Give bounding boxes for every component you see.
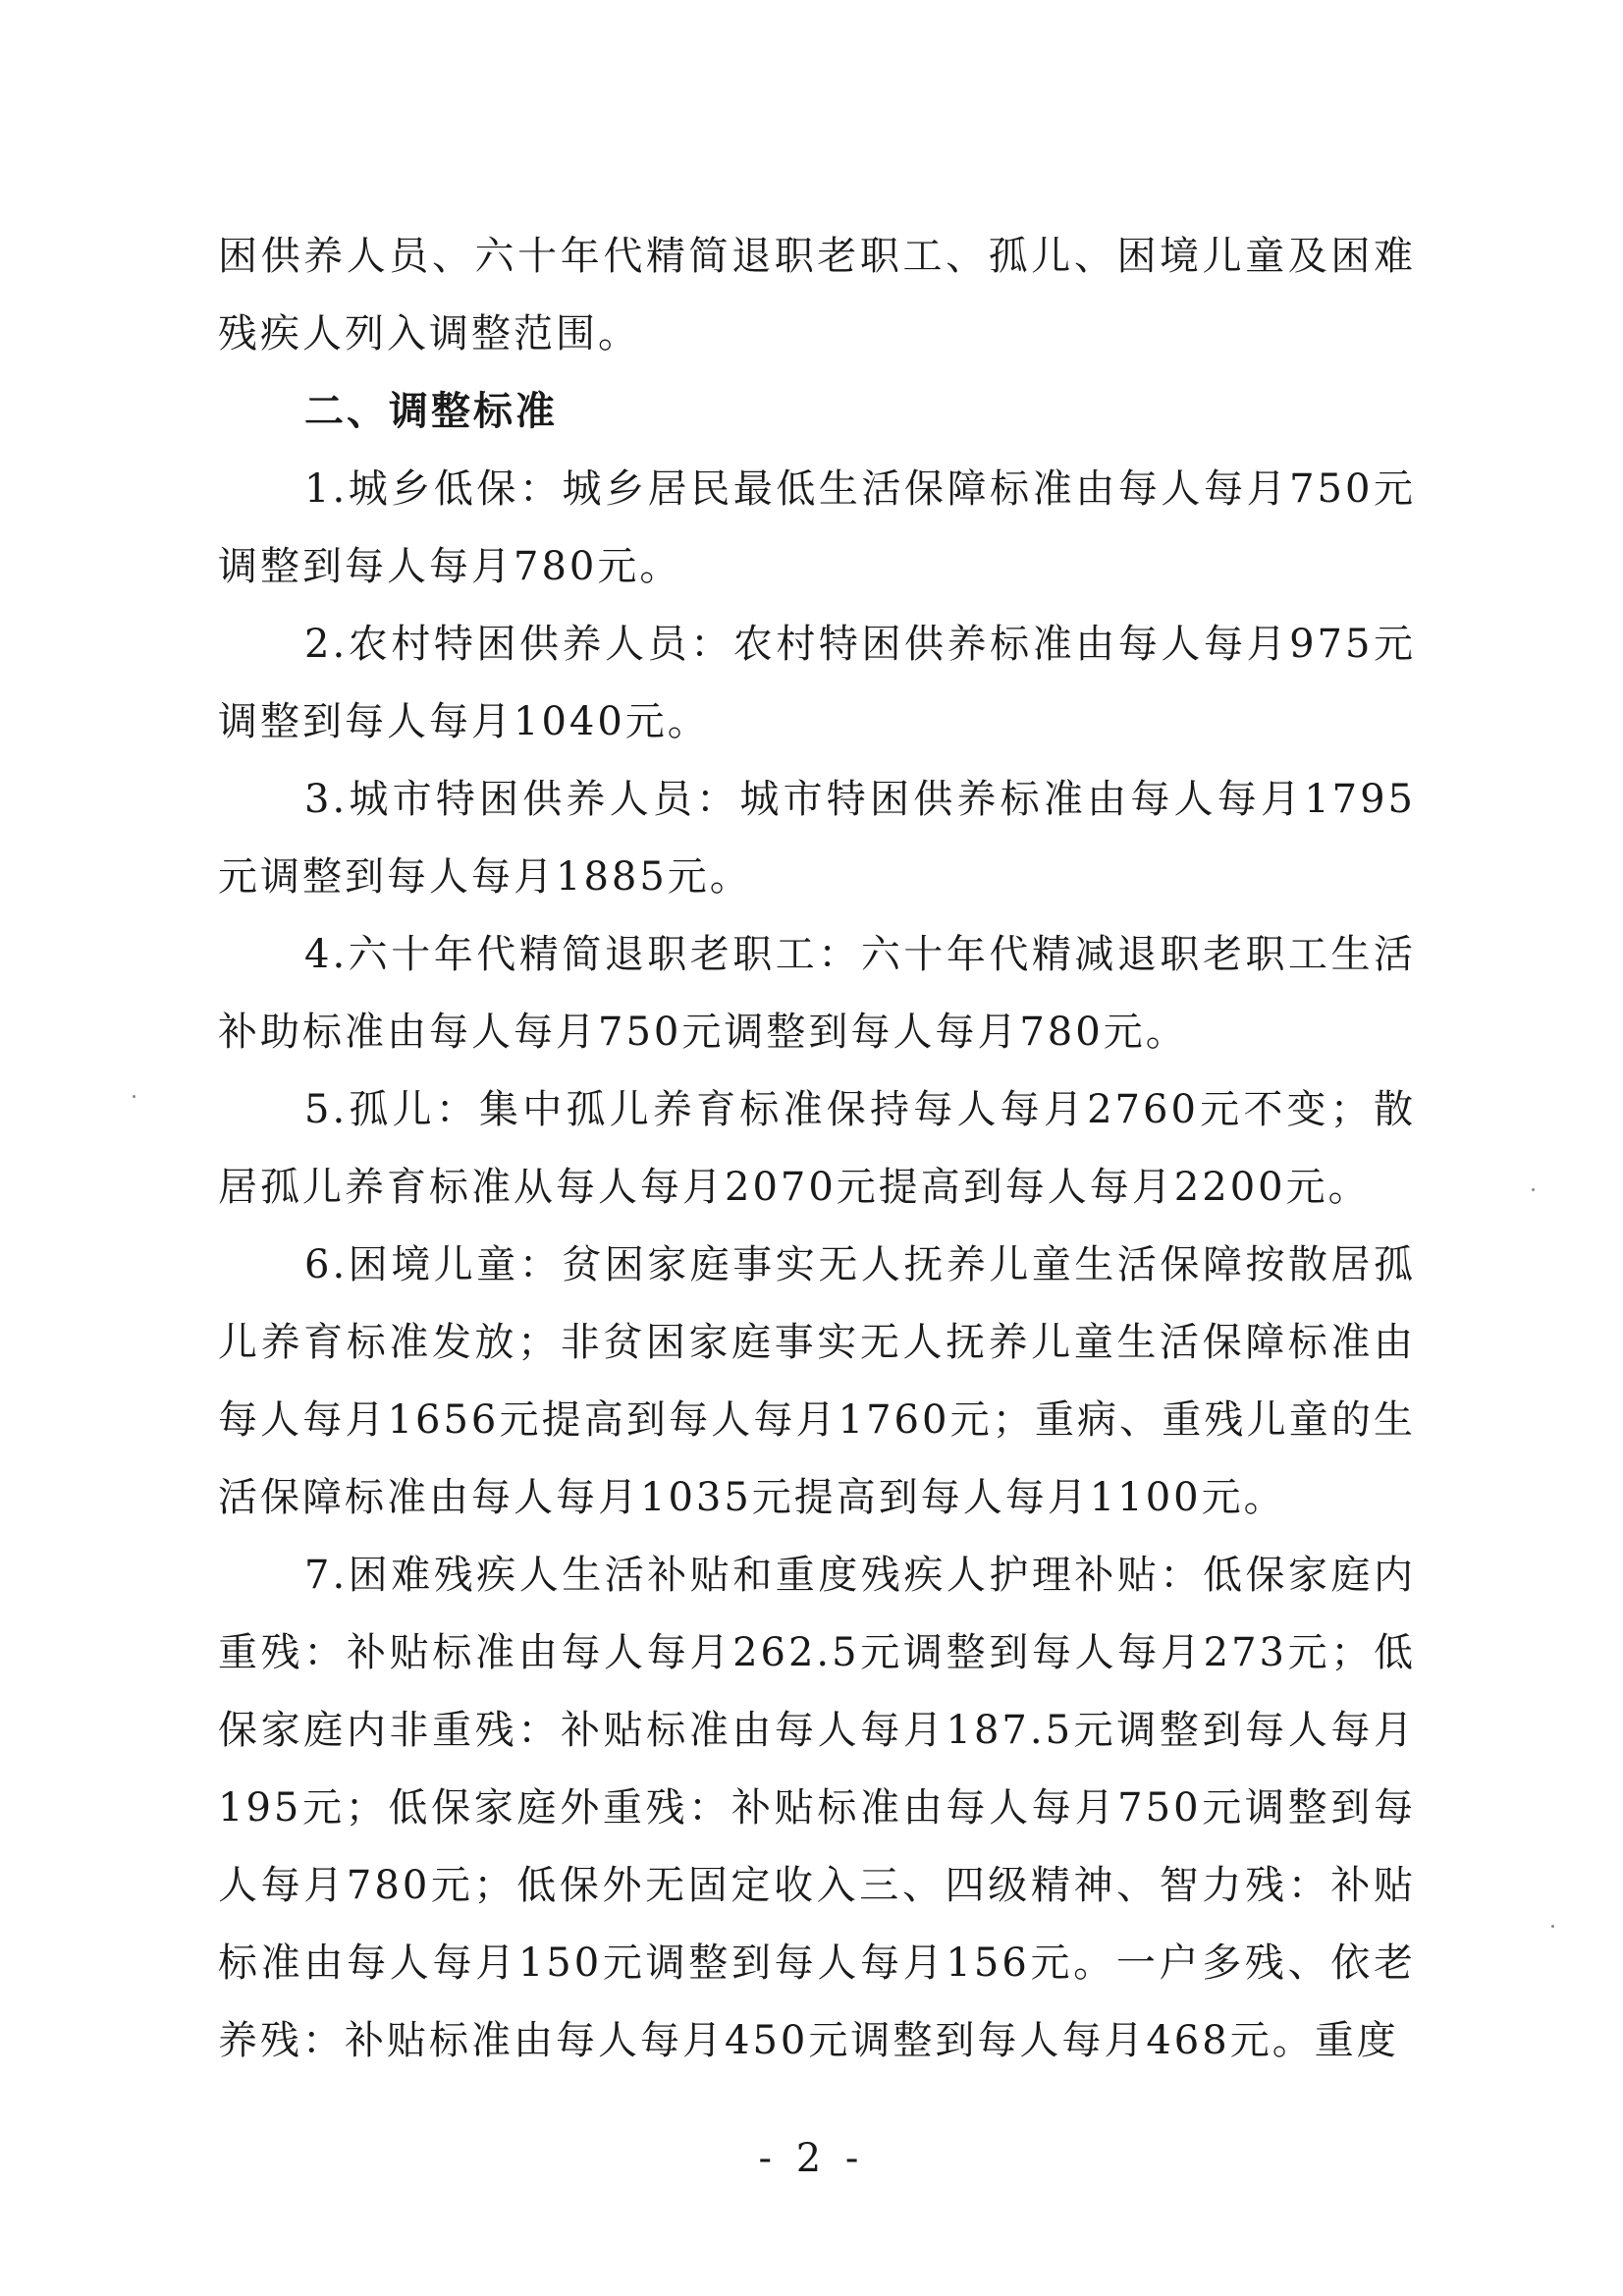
paragraph-item-1: 1.城乡低保：城乡居民最低生活保障标准由每人每月750元调整到每人每月780元。 [218,466,1416,589]
paragraph-item-7: 7.困难残疾人生活补贴和重度残疾人护理补贴：低保家庭内重残：补贴标准由每人每月262.5元调整到每人每月273元；低保家庭内非重残：补贴标准由每人每月187.5元调整到每人每月195元；低保家庭外重残：补贴标准由每人每月750元调整到每人每月780元；低保外无固定收入三、四级精神、智力残：补贴标准由每人每月150元调整到每人每月156元。一户多残、依老养残：补贴标准由每人每月450元调整到每人每月468元。重度 [218,1553,1416,2063]
scan-speck [133,1095,135,1098]
paragraph-item-5: 5.孤儿：集中孤儿养育标准保持每人每月2760元不变；散居孤儿养育标准从每人每月2070元提高到每人每月2200元。 [218,1087,1416,1210]
section-heading: 二、调整标准 [304,389,558,434]
paragraph-continuation: 困供养人员、六十年代精简退职老职工、孤儿、困境儿童及困难残疾人列入调整范围。 [218,234,1416,356]
paragraph-item-6: 6.困境儿童：贫困家庭事实无人抚养儿童生活保障按散居孤儿养育标准发放；非贫困家庭事实无人抚养儿童生活保障标准由每人每月1656元提高到每人每月1760元；重病、重残儿童的生活保障标准由每人每月1035元提高到每人每月1100元。 [218,1242,1416,1520]
document-body [218,218,1416,2080]
paragraph-item-2: 2.农村特困供养人员：农村特困供养标准由每人每月975元调整到每人每月1040元。 [218,622,1416,744]
page-number: - 2 - [758,2136,865,2181]
paragraph-item-4: 4.六十年代精简退职老职工：六十年代精减退职老职工生活补助标准由每人每月750元调整到每人每月780元。 [218,932,1416,1055]
paragraph-item-3: 3.城市特困供养人员：城市特困供养标准由每人每月1795元调整到每人每月1885元。 [218,777,1416,900]
scan-speck [1551,1925,1554,1928]
scan-speck [1532,1188,1535,1191]
